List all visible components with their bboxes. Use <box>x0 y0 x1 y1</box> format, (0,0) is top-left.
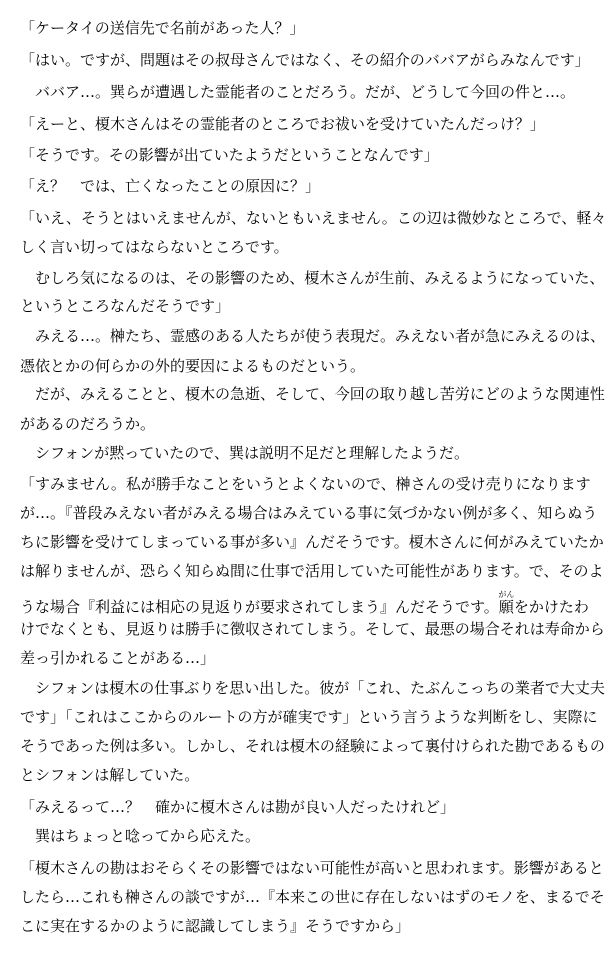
text-line: 「いえ、そうとはいえませんが、ないともいえません。この辺は微妙なところで、軽々 <box>20 209 607 227</box>
text-line: 憑依とかの何らかの外的要因によるものだという。 <box>20 357 366 375</box>
text-line: したら…これも榊さんの談ですが…『本来この世に存在しないはずのモノを、まるでそ <box>20 888 605 906</box>
text-line: 「すみません。私が勝手なことをいうとよくないので、榊さんの受け売りになります <box>20 475 591 493</box>
text-line: むしろ気になるのは、その影響のため、榎木さんが生前、みえるようになっていた、 <box>35 269 605 287</box>
text-line: 「はい。ですが、問題はその叔母さんではなく、その紹介のババアがらみなんです」 <box>20 51 590 69</box>
text-line: というところなんだそうです」 <box>20 297 231 315</box>
text-line: しく言い切ってはならないところです。 <box>20 238 289 256</box>
text-line: シフォンが黙っていたので、巽は説明不足だと理解したようだ。 <box>35 444 469 462</box>
text-line: こに実在するかのように認識してしまう』そうですから」 <box>20 917 411 935</box>
text-line: シフォンは榎木の仕事ぶりを思い出した。彼が「これ、たぶんこっちの業者で大丈夫 <box>35 679 605 697</box>
text-line: 「えーと、榎木さんはその霊能者のところでお祓いを受けていたんだっけ？」 <box>20 115 545 133</box>
text-line: みえる…。榊たち、霊感のある人たちが使う表現だ。みえない者が急にみえるのは、 <box>35 327 606 345</box>
ruby-word: 願がん <box>498 590 515 616</box>
text-line: けでなくとも、見返りは勝手に徴収されてしまう。そして、最悪の場合それは寿命から <box>20 620 605 638</box>
text-line: 「みえるって…？ 確かに榎木さんは勘が良い人だったけれど」 <box>20 798 456 816</box>
text-line: が…。『普段みえない者がみえる場合はみえている事に気づかない例が多く、知らぬう <box>20 504 598 522</box>
text-line: 差っ引かれることがある…」 <box>20 649 216 667</box>
text-line: うな場合『利益には相応の見返りが要求されてしまう』んだそうです。願がんをかけたわ <box>20 590 589 616</box>
text-line: そうであった例は多い。しかし、それは榎木の経験によって裏付けられた勘であるもの <box>20 737 605 755</box>
text-line: があるのだろうか。 <box>20 415 156 433</box>
text-line: 「ケータイの送信先で名前があった人？」 <box>20 19 305 37</box>
text-line: だが、みえることと、榎木の急逝、そして、今回の取り越し苦労にどのような関連性 <box>35 385 605 403</box>
text-line: 巽はちょっと唸ってから応えた。 <box>35 827 261 845</box>
ruby-reading: がん <box>498 590 515 599</box>
text-line: は解りませんが、恐らく知らぬ間に仕事で活用していた可能性があります。で、そのよ <box>20 562 604 580</box>
text-line: とシフォンは解していた。 <box>20 766 200 784</box>
text-line: ババア…。巽らが遭遇した霊能者のことだろう。だが、どうして今回の件と…。 <box>35 83 576 101</box>
text-line: 「え？ では、亡くなったことの原因に？」 <box>20 177 321 195</box>
text-line: 「榎木さんの勘はおそらくその影響ではない可能性が高いと思われます。影響があると <box>20 859 604 877</box>
text-line: です」「これはここからのルートの方が確実です」という言うような判断をし、実際に <box>20 708 598 726</box>
text-line: 「そうです。その影響が出ていたようだということなんです」 <box>20 146 439 164</box>
text-line: ちに影響を受けてしまっている事が多い』んだそうです。榎木さんに何がみえていたか <box>20 533 604 551</box>
